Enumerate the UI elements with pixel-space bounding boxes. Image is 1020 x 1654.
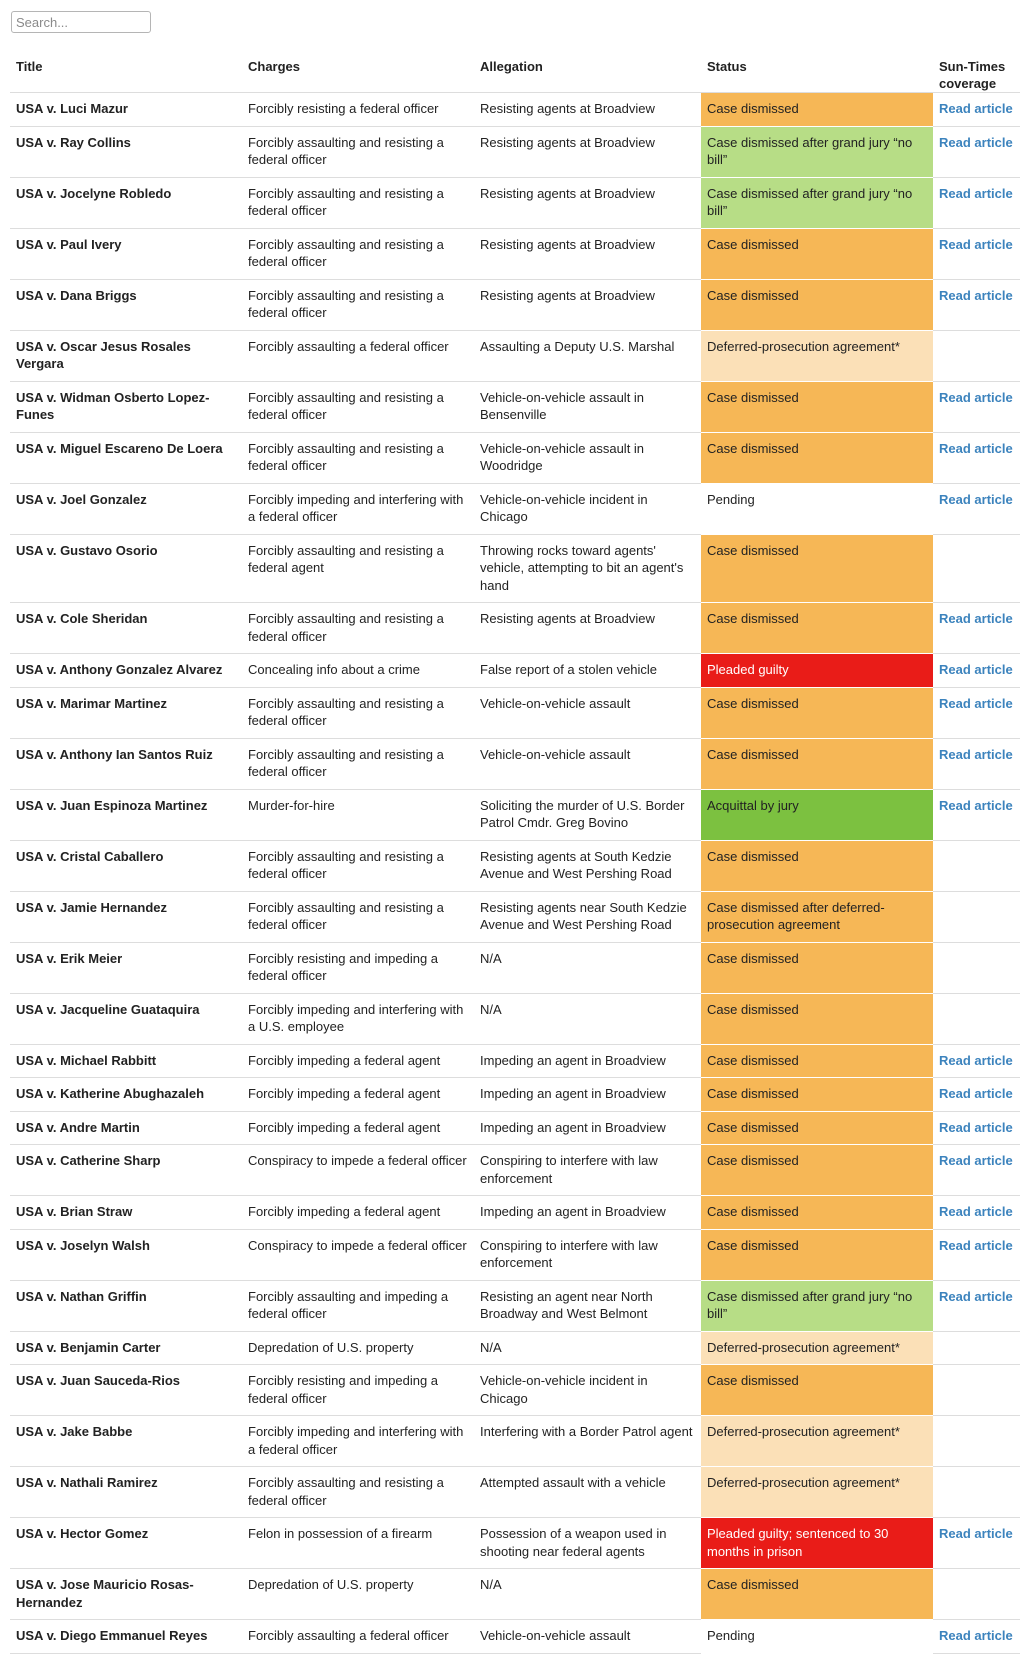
case-charges: Forcibly assaulting and resisting a federal officer — [242, 891, 474, 942]
case-allegation: Attempted assault with a vehicle — [474, 1467, 701, 1518]
case-coverage — [933, 1196, 1020, 1230]
case-coverage — [933, 1365, 1020, 1416]
case-status: Case dismissed — [701, 1078, 933, 1112]
table-body — [10, 93, 1020, 1654]
case-title: USA v. Jose Mauricio Rosas-Hernandez — [10, 1569, 242, 1620]
case-charges: Forcibly assaulting a federal officer — [242, 1620, 474, 1654]
case-status: Case dismissed — [701, 228, 933, 279]
case-title: USA v. Juan Sauceda-Rios — [10, 1365, 242, 1416]
case-coverage — [933, 1518, 1020, 1569]
read-article-link[interactable]: Read article — [939, 236, 1013, 252]
case-coverage — [933, 1416, 1020, 1467]
case-allegation: Resisting agents at Broadview — [474, 279, 701, 330]
table-row — [10, 1229, 1020, 1280]
case-charges: Forcibly assaulting and resisting a federal agent — [242, 534, 474, 603]
case-coverage — [933, 603, 1020, 654]
case-allegation: N/A — [474, 1331, 701, 1365]
table-row — [10, 177, 1020, 228]
table-row — [10, 1145, 1020, 1196]
table-row — [10, 432, 1020, 483]
case-status: Deferred-prosecution agreement* — [701, 1331, 933, 1365]
case-coverage — [933, 942, 1020, 993]
case-allegation: Conspiring to interfere with law enforcement — [474, 1145, 701, 1196]
case-charges: Forcibly assaulting and resisting a federal officer — [242, 279, 474, 330]
case-coverage — [933, 993, 1020, 1044]
read-article-link[interactable]: Read article — [939, 491, 1013, 507]
case-status: Case dismissed — [701, 942, 933, 993]
read-article-link[interactable]: Read article — [939, 1288, 1013, 1304]
read-article-link[interactable]: Read article — [939, 287, 1013, 303]
read-article-link[interactable]: Read article — [939, 440, 1013, 456]
case-charges: Forcibly assaulting and resisting a federal officer — [242, 687, 474, 738]
case-coverage — [933, 483, 1020, 534]
case-title: USA v. Luci Mazur — [10, 93, 242, 127]
case-allegation: Possession of a weapon used in shooting near federal agents — [474, 1518, 701, 1569]
case-coverage — [933, 1145, 1020, 1196]
column-header-title[interactable]: Title — [10, 47, 242, 93]
case-allegation: Resisting agents at Broadview — [474, 603, 701, 654]
case-title: USA v. Marimar Martinez — [10, 687, 242, 738]
case-status: Case dismissed — [701, 1365, 933, 1416]
case-allegation: Resisting an agent near North Broadway and West Belmont — [474, 1280, 701, 1331]
read-article-link[interactable]: Read article — [939, 1119, 1013, 1135]
search-input[interactable] — [11, 11, 151, 33]
case-charges: Murder-for-hire — [242, 789, 474, 840]
case-charges: Forcibly impeding and interfering with a U.S. employee — [242, 993, 474, 1044]
case-title: USA v. Ray Collins — [10, 126, 242, 177]
case-allegation: Impeding an agent in Broadview — [474, 1044, 701, 1078]
case-charges: Forcibly resisting and impeding a federal officer — [242, 1365, 474, 1416]
case-coverage — [933, 654, 1020, 688]
table-row — [10, 381, 1020, 432]
case-title: USA v. Brian Straw — [10, 1196, 242, 1230]
case-status: Case dismissed after deferred-prosecution agreement — [701, 891, 933, 942]
case-coverage — [933, 1111, 1020, 1145]
table-row — [10, 330, 1020, 381]
case-coverage — [933, 738, 1020, 789]
case-status: Case dismissed — [701, 93, 933, 127]
case-title: USA v. Katherine Abughazaleh — [10, 1078, 242, 1112]
case-allegation: Resisting agents at Broadview — [474, 228, 701, 279]
table-row — [10, 1365, 1020, 1416]
case-charges: Forcibly resisting a federal officer — [242, 93, 474, 127]
column-header-status[interactable]: Status — [701, 47, 933, 93]
case-coverage — [933, 1331, 1020, 1365]
case-title: USA v. Hector Gomez — [10, 1518, 242, 1569]
case-allegation: Resisting agents at South Kedzie Avenue and West Pershing Road — [474, 840, 701, 891]
case-allegation: Soliciting the murder of U.S. Border Patrol Cmdr. Greg Bovino — [474, 789, 701, 840]
table-row — [10, 279, 1020, 330]
case-allegation: Vehicle-on-vehicle incident in Chicago — [474, 1365, 701, 1416]
case-title: USA v. Dana Briggs — [10, 279, 242, 330]
case-status: Case dismissed — [701, 993, 933, 1044]
case-status: Pending — [701, 1620, 933, 1654]
read-article-link[interactable]: Read article — [939, 134, 1013, 150]
table-row — [10, 942, 1020, 993]
table-row — [10, 789, 1020, 840]
case-title: USA v. Anthony Ian Santos Ruiz — [10, 738, 242, 789]
case-title: USA v. Michael Rabbitt — [10, 1044, 242, 1078]
table-row — [10, 1078, 1020, 1112]
case-coverage — [933, 1044, 1020, 1078]
case-coverage — [933, 1280, 1020, 1331]
case-title: USA v. Anthony Gonzalez Alvarez — [10, 654, 242, 688]
case-charges: Concealing info about a crime — [242, 654, 474, 688]
cases-table — [10, 47, 1020, 1654]
read-article-link[interactable]: Read article — [939, 1052, 1013, 1068]
read-article-link[interactable]: Read article — [939, 662, 1013, 677]
case-allegation: Vehicle-on-vehicle assault — [474, 738, 701, 789]
case-charges: Forcibly resisting and impeding a federal officer — [242, 942, 474, 993]
table-row — [10, 603, 1020, 654]
case-status: Pleaded guilty — [701, 654, 933, 688]
read-article-link[interactable]: Read article — [939, 1153, 1013, 1168]
case-status: Case dismissed — [701, 1569, 933, 1620]
read-article-link[interactable]: Read article — [939, 611, 1013, 626]
case-status: Case dismissed — [701, 738, 933, 789]
read-article-link[interactable]: Read article — [939, 797, 1013, 813]
case-title: USA v. Gustavo Osorio — [10, 534, 242, 603]
case-charges: Forcibly impeding a federal agent — [242, 1078, 474, 1112]
case-status: Case dismissed — [701, 1111, 933, 1145]
case-charges: Forcibly assaulting and resisting a federal officer — [242, 1467, 474, 1518]
case-status: Case dismissed — [701, 381, 933, 432]
case-coverage — [933, 432, 1020, 483]
case-status: Deferred-prosecution agreement* — [701, 330, 933, 381]
case-status: Case dismissed — [701, 840, 933, 891]
case-title: USA v. Andre Martin — [10, 1111, 242, 1145]
case-allegation: Impeding an agent in Broadview — [474, 1196, 701, 1230]
case-status: Acquittal by jury — [701, 789, 933, 840]
case-charges: Depredation of U.S. property — [242, 1569, 474, 1620]
case-allegation: Impeding an agent in Broadview — [474, 1078, 701, 1112]
case-charges: Forcibly impeding and interfering with a federal officer — [242, 1416, 474, 1467]
table-row — [10, 126, 1020, 177]
case-charges: Forcibly assaulting and resisting a federal officer — [242, 177, 474, 228]
case-coverage — [933, 330, 1020, 381]
case-coverage — [933, 1229, 1020, 1280]
case-charges: Depredation of U.S. property — [242, 1331, 474, 1365]
case-coverage — [933, 1467, 1020, 1518]
table-row — [10, 1518, 1020, 1569]
table-row — [10, 1416, 1020, 1467]
read-article-link[interactable]: Read article — [939, 695, 1013, 711]
read-article-link[interactable]: Read article — [939, 101, 1013, 116]
table-row — [10, 993, 1020, 1044]
case-coverage — [933, 126, 1020, 177]
case-allegation: Resisting agents near South Kedzie Avenue and West Pershing Road — [474, 891, 701, 942]
case-charges: Forcibly assaulting and resisting a federal officer — [242, 840, 474, 891]
case-allegation: Resisting agents at Broadview — [474, 177, 701, 228]
read-article-link[interactable]: Read article — [939, 1526, 1013, 1541]
case-title: USA v. Jake Babbe — [10, 1416, 242, 1467]
case-coverage — [933, 1569, 1020, 1620]
table-row — [10, 228, 1020, 279]
column-header-charges[interactable]: Charges — [242, 47, 474, 93]
read-article-link[interactable]: Read article — [939, 1628, 1013, 1643]
case-title: USA v. Paul Ivery — [10, 228, 242, 279]
case-coverage — [933, 228, 1020, 279]
table-row — [10, 1467, 1020, 1518]
case-status: Deferred-prosecution agreement* — [701, 1467, 933, 1518]
case-allegation: N/A — [474, 1569, 701, 1620]
case-status: Case dismissed after grand jury “no bill” — [701, 126, 933, 177]
case-status: Case dismissed — [701, 279, 933, 330]
table-row — [10, 1331, 1020, 1365]
case-status: Case dismissed after grand jury “no bill” — [701, 1280, 933, 1331]
table-row — [10, 1196, 1020, 1230]
case-title: USA v. Diego Emmanuel Reyes — [10, 1620, 242, 1654]
case-charges: Forcibly assaulting a federal officer — [242, 330, 474, 381]
case-charges: Forcibly impeding and interfering with a federal officer — [242, 483, 474, 534]
table-row — [10, 687, 1020, 738]
column-header-allegation[interactable]: Allegation — [474, 47, 701, 93]
case-charges: Forcibly assaulting and impeding a federal officer — [242, 1280, 474, 1331]
case-charges: Felon in possession of a firearm — [242, 1518, 474, 1569]
table-row — [10, 738, 1020, 789]
case-status: Case dismissed — [701, 1229, 933, 1280]
case-charges: Forcibly impeding a federal agent — [242, 1196, 474, 1230]
case-allegation: Vehicle-on-vehicle assault — [474, 687, 701, 738]
case-status: Case dismissed after grand jury “no bill” — [701, 177, 933, 228]
case-allegation: N/A — [474, 942, 701, 993]
case-charges: Forcibly assaulting and resisting a federal officer — [242, 603, 474, 654]
case-title: USA v. Jocelyne Robledo — [10, 177, 242, 228]
table-row — [10, 1111, 1020, 1145]
case-status: Case dismissed — [701, 603, 933, 654]
case-title: USA v. Juan Espinoza Martinez — [10, 789, 242, 840]
case-title: USA v. Joselyn Walsh — [10, 1229, 242, 1280]
table-row — [10, 1569, 1020, 1620]
case-title: USA v. Widman Osberto Lopez-Funes — [10, 381, 242, 432]
case-coverage — [933, 381, 1020, 432]
table-row — [10, 534, 1020, 603]
case-status: Case dismissed — [701, 1145, 933, 1196]
read-article-link[interactable]: Read article — [939, 185, 1013, 201]
case-charges: Conspiracy to impede a federal officer — [242, 1145, 474, 1196]
table-row — [10, 1620, 1020, 1654]
table-row — [10, 1044, 1020, 1078]
case-allegation: Vehicle-on-vehicle assault — [474, 1620, 701, 1654]
case-title: USA v. Nathan Griffin — [10, 1280, 242, 1331]
table-header-row — [10, 47, 1020, 93]
case-title: USA v. Catherine Sharp — [10, 1145, 242, 1196]
case-title: USA v. Joel Gonzalez — [10, 483, 242, 534]
read-article-link[interactable]: Read article — [939, 1237, 1013, 1253]
table-row — [10, 840, 1020, 891]
case-status: Case dismissed — [701, 432, 933, 483]
case-allegation: Vehicle-on-vehicle assault in Bensenville — [474, 381, 701, 432]
case-allegation: Impeding an agent in Broadview — [474, 1111, 701, 1145]
case-charges: Forcibly impeding a federal agent — [242, 1044, 474, 1078]
case-coverage — [933, 687, 1020, 738]
case-title: USA v. Cristal Caballero — [10, 840, 242, 891]
case-status: Case dismissed — [701, 687, 933, 738]
case-status: Pleaded guilty; sentenced to 30 months in prison — [701, 1518, 933, 1569]
case-allegation: Vehicle-on-vehicle assault in Woodridge — [474, 432, 701, 483]
case-allegation: Resisting agents at Broadview — [474, 93, 701, 127]
table-row — [10, 483, 1020, 534]
case-coverage — [933, 177, 1020, 228]
case-allegation: N/A — [474, 993, 701, 1044]
case-charges: Forcibly assaulting and resisting a federal officer — [242, 432, 474, 483]
column-header-coverage[interactable]: Sun-Times coverage — [933, 47, 1020, 93]
table-row — [10, 93, 1020, 127]
case-coverage — [933, 840, 1020, 891]
case-charges: Forcibly assaulting and resisting a federal officer — [242, 126, 474, 177]
case-status: Deferred-prosecution agreement* — [701, 1416, 933, 1467]
case-charges: Conspiracy to impede a federal officer — [242, 1229, 474, 1280]
read-article-link[interactable]: Read article — [939, 746, 1013, 762]
case-coverage — [933, 789, 1020, 840]
case-title: USA v. Benjamin Carter — [10, 1331, 242, 1365]
read-article-link[interactable]: Read article — [939, 1204, 1013, 1219]
case-title: USA v. Erik Meier — [10, 942, 242, 993]
case-charges: Forcibly assaulting and resisting a federal officer — [242, 381, 474, 432]
case-title: USA v. Oscar Jesus Rosales Vergara — [10, 330, 242, 381]
case-status: Case dismissed — [701, 1196, 933, 1230]
case-status: Pending — [701, 483, 933, 534]
case-coverage — [933, 534, 1020, 603]
case-charges: Forcibly assaulting and resisting a federal officer — [242, 228, 474, 279]
case-charges: Forcibly impeding a federal agent — [242, 1111, 474, 1145]
table-row — [10, 891, 1020, 942]
case-allegation: Vehicle-on-vehicle incident in Chicago — [474, 483, 701, 534]
case-title: USA v. Jamie Hernandez — [10, 891, 242, 942]
case-title: USA v. Jacqueline Guataquira — [10, 993, 242, 1044]
case-status: Case dismissed — [701, 534, 933, 603]
case-coverage — [933, 1078, 1020, 1112]
table-row — [10, 654, 1020, 688]
case-allegation: Resisting agents at Broadview — [474, 126, 701, 177]
case-coverage — [933, 1620, 1020, 1654]
case-title: USA v. Cole Sheridan — [10, 603, 242, 654]
case-title: USA v. Miguel Escareno De Loera — [10, 432, 242, 483]
table-row — [10, 1280, 1020, 1331]
case-allegation: Conspiring to interfere with law enforcement — [474, 1229, 701, 1280]
case-allegation: False report of a stolen vehicle — [474, 654, 701, 688]
read-article-link[interactable]: Read article — [939, 389, 1013, 405]
read-article-link[interactable]: Read article — [939, 1086, 1013, 1101]
case-allegation: Interfering with a Border Patrol agent — [474, 1416, 701, 1467]
case-charges: Forcibly assaulting and resisting a federal officer — [242, 738, 474, 789]
case-allegation: Throwing rocks toward agents' vehicle, attempting to bit an agent's hand — [474, 534, 701, 603]
case-title: USA v. Nathali Ramirez — [10, 1467, 242, 1518]
case-status: Case dismissed — [701, 1044, 933, 1078]
case-allegation: Assaulting a Deputy U.S. Marshal — [474, 330, 701, 381]
case-coverage — [933, 891, 1020, 942]
case-coverage — [933, 279, 1020, 330]
case-coverage — [933, 93, 1020, 127]
